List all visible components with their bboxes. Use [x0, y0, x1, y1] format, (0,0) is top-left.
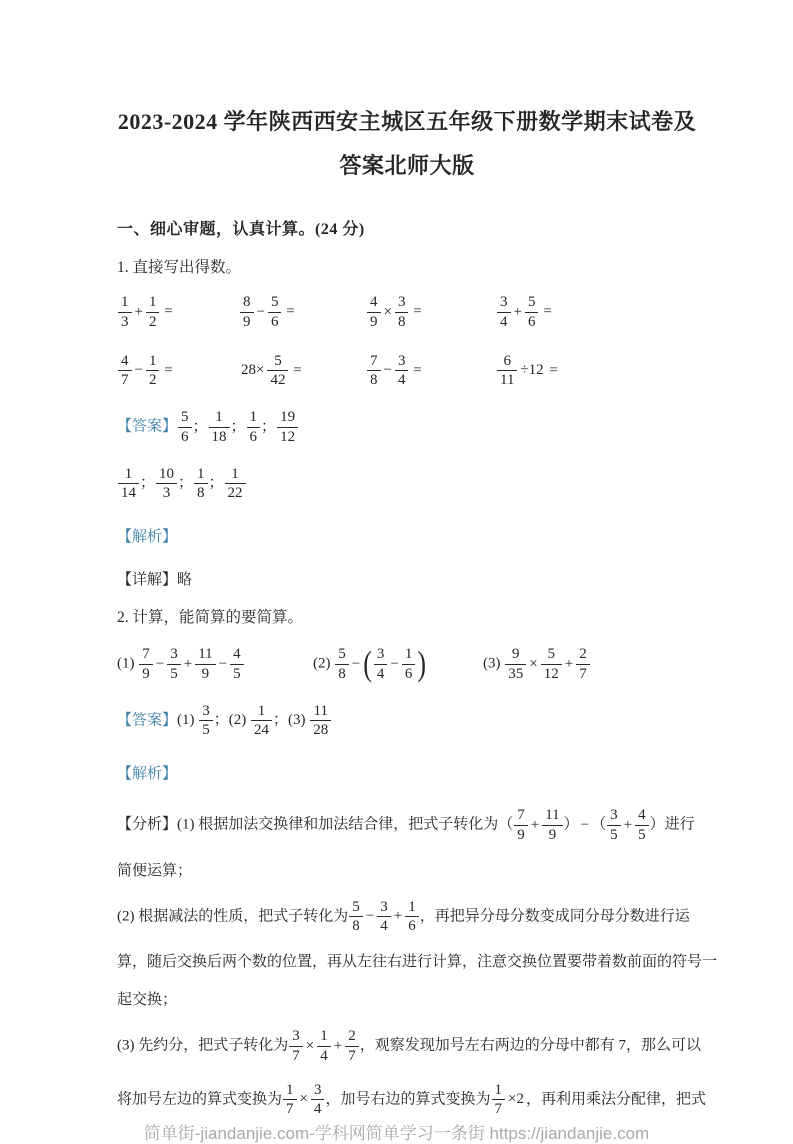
- analysis-text-line: 算，随后交换后两个数的位置，再从左往右进行计算，注意交换位置要带着数前面的符号一: [117, 954, 718, 970]
- q1-expression-row2: [117, 352, 697, 391]
- q1-analysis-line: [117, 525, 697, 546]
- analysis-text-line: (2) 根据减法的性质，把式子转化为 $\frac{5}{8}$ − $\frac{3}{4}$ + $\frac{1}{6}$ ，再把异分母分数变成同分母分数进行运: [117, 898, 690, 935]
- q1-expression-4: $\frac{3}{4}$ + $\frac{5}{6}$ =: [496, 293, 697, 332]
- q1-expression-row1: [117, 293, 697, 332]
- q2-analysis-marker: 【解析】: [117, 766, 178, 782]
- q1-detail: 【详解】略: [117, 572, 193, 588]
- analysis-text-line: (3) 先约分，把式子转化为 $\frac{3}{7}$ × $\frac{1}{4}$ + $\frac{2}{7}$ ，观察发现加号左右两边的分母中都有 7，那么可以: [117, 1028, 701, 1064]
- q1-expression-6: 28× $\frac{5}{42}$ =: [241, 352, 302, 389]
- q1-expression-7: $\frac{7}{8}$ − $\frac{3}{4}$ =: [366, 352, 496, 391]
- q1-expression-3: $\frac{4}{9}$ × $\frac{3}{8}$ =: [366, 293, 496, 332]
- q1-prompt: 1. 直接写出得数。: [117, 259, 242, 276]
- q2-answer-marker: 【答案】: [117, 712, 178, 729]
- q2-expression-3: (3) $\frac{9}{35}$ × $\frac{5}{12}$ + $\frac{2}{7}$: [483, 645, 697, 684]
- q2-expression-row: [117, 645, 697, 684]
- q1-analysis-marker: 【解析】: [117, 529, 178, 545]
- q1-expression-2: $\frac{8}{9}$ − $\frac{5}{6}$ =: [239, 293, 366, 332]
- page-title: [117, 100, 697, 188]
- analysis-text-line: 简便运算；: [117, 862, 193, 879]
- q2-answer-line: [117, 702, 697, 741]
- footer-watermark: 简单街-jiandanjie.com-学科网简单学习一条街 https://jiandanjie.com: [143, 1124, 650, 1143]
- q2-expression-1: (1) $\frac{7}{9}$ − $\frac{3}{5}$ + $\frac{11}{9}$ − $\frac{4}{5}$: [117, 645, 313, 684]
- q2-answer-values: (1) $\frac{3}{5}$ ；(2) $\frac{1}{24}$ ；(3) $\frac{11}{28}$: [177, 712, 332, 728]
- q1-expression-1: $\frac{1}{3}$ + $\frac{1}{2}$ =: [117, 293, 239, 332]
- q2-analysis-paragraph: [117, 791, 718, 1119]
- analysis-text-line: 起交换；: [117, 992, 178, 1008]
- q1-expression-5: $\frac{4}{7}$ − $\frac{1}{2}$ =: [117, 352, 239, 391]
- q2-prompt: 2. 计算，能简算的要简算。: [117, 609, 304, 626]
- q1-answer-values-2: $\frac{1}{14}$ ； $\frac{10}{3}$ ； $\frac{1}{8}$ ； $\frac{1}{22}$: [117, 475, 247, 491]
- page-title-line2: 答案北师大版: [339, 153, 475, 178]
- q1-answer-line1: [117, 408, 697, 447]
- q1-answer-values-1: $\frac{5}{6}$ ； $\frac{1}{18}$ ； $\frac{1}{6}$ ； $\frac{19}{12}$: [177, 419, 299, 435]
- analysis-text-line: 【分析】(1) 根据加法交换律和加法结合律，把式子转化为（ $\frac{7}{9}$ + $\frac{11}{9}$ ） − （ $\frac{3}{5}$ + $\frac{4}{5}$ ）进行: [117, 807, 695, 843]
- q2-expression-2: (2) $\frac{5}{8}$ − ( $\frac{3}{4}$ − $\frac{1}{6}$ ): [313, 644, 427, 684]
- q1-answer-marker: 【答案】: [117, 418, 178, 435]
- analysis-text-line: 将加号左边的算式变换为 $\frac{1}{7}$ × $\frac{3}{4}$ ，加号右边的算式变换为 $\frac{1}{7}$ ×2 ，再利用乘法分配律，把式: [117, 1081, 706, 1118]
- q2-analysis-line: [117, 762, 697, 783]
- page-title-line1: 2023-2024 学年陕西西安主城区五年级下册数学期末试卷及: [117, 109, 697, 134]
- q1-expression-8: $\frac{6}{11}$ ÷12 =: [496, 352, 697, 391]
- q1-answer-line2: [117, 465, 697, 504]
- section1-heading: 一、细心审题，认真计算。(24 分): [117, 221, 365, 238]
